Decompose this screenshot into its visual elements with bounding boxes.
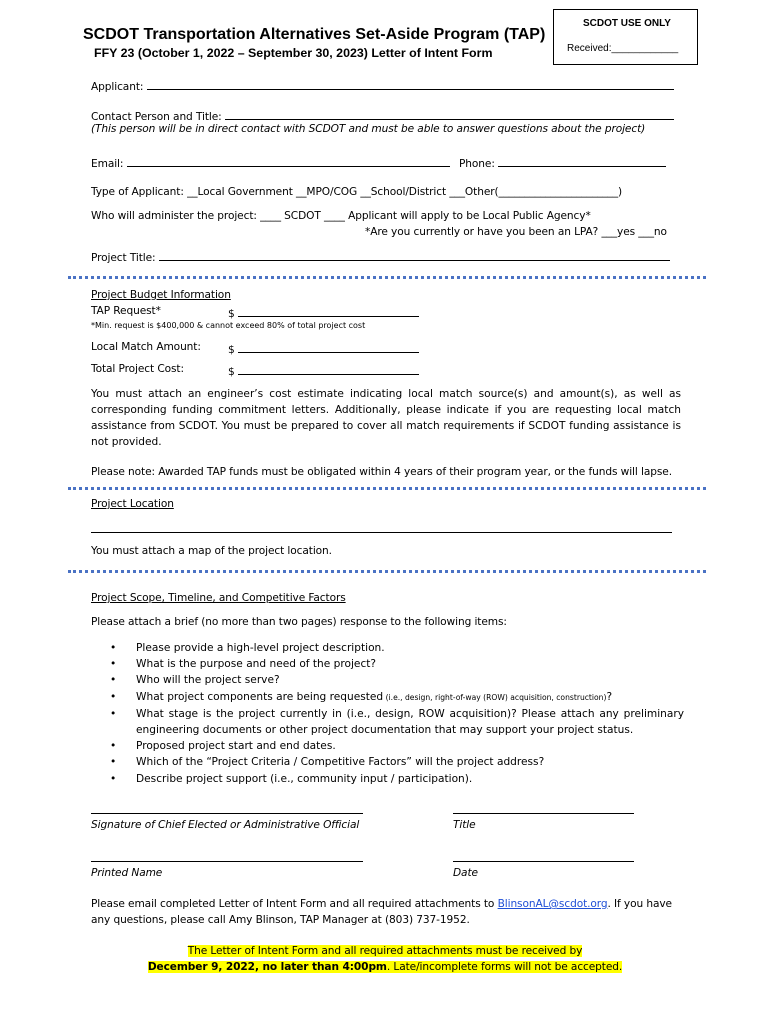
list-item: • Who will the project serve? xyxy=(110,672,690,688)
title-label: Title xyxy=(453,819,476,831)
deadline-line-2 xyxy=(0,961,770,974)
dollar-sign: $ xyxy=(228,366,235,378)
deadline-warning: . Late/incomplete forms will not be accepted. xyxy=(386,961,623,973)
deadline-line-1 xyxy=(0,945,770,958)
obligation-note: Please note: Awarded TAP funds must be obligated within 4 years of their program year, or the funds will lapse. xyxy=(91,466,672,478)
applicant-field[interactable] xyxy=(147,78,674,90)
location-field[interactable] xyxy=(91,532,672,533)
list-item: • Which of the “Project Criteria / Competitive Factors” will the project address? xyxy=(110,754,690,770)
form-subtitle: FFY 23 (October 1, 2022 – September 30, 2023) Letter of Intent Form xyxy=(94,46,493,60)
map-note: You must attach a map of the project location. xyxy=(91,545,332,557)
local-match-row xyxy=(228,341,419,357)
administer-line[interactable]: Who will administer the project: ____ SCDOT ____ Applicant will apply to be Local Public Agency* xyxy=(91,210,591,222)
local-match-field[interactable] xyxy=(238,341,419,353)
contact-row xyxy=(91,108,674,124)
local-match-label: Local Match Amount: xyxy=(91,341,201,353)
list-item: • Proposed project start and end dates. xyxy=(110,738,690,754)
total-cost-row xyxy=(228,363,419,379)
printed-name-line[interactable] xyxy=(91,861,363,862)
phone-field[interactable] xyxy=(498,155,666,167)
tap-request-field[interactable] xyxy=(238,305,419,317)
email-row xyxy=(91,155,450,171)
date-line[interactable] xyxy=(453,861,634,862)
list-item xyxy=(110,689,690,706)
list-item: • What stage is the project currently in (i.e., design, ROW acquisition)? Please attach any preliminary engineering documents or other project documentation that may support your project status. xyxy=(110,706,684,738)
lpa-question[interactable]: *Are you currently or have you been an LPA? ___yes ___no xyxy=(365,226,667,238)
applicant-type-line[interactable]: Type of Applicant: __Local Government __MPO/COG __School/District ___Other(_______________________) xyxy=(91,186,623,198)
signature-label: Signature of Chief Elected or Administrative Official xyxy=(91,819,360,831)
total-cost-label: Total Project Cost: xyxy=(91,363,184,375)
date-label: Date xyxy=(453,867,478,879)
email-label: Email: xyxy=(91,158,124,170)
contact-field[interactable] xyxy=(225,108,674,120)
contact-instruction: any questions, please call Amy Blinson, TAP Manager at (803) 737-1952. xyxy=(91,914,470,926)
email-instruction-text: Please email completed Letter of Intent Form and all required attachments to xyxy=(91,898,498,910)
list-item-small: (i.e., design, right-of-way (ROW) acquisition, construction) xyxy=(383,692,607,702)
phone-row xyxy=(459,155,666,171)
tap-request-label: TAP Request* xyxy=(91,305,161,317)
scope-heading: Project Scope, Timeline, and Competitive Factors xyxy=(91,592,346,604)
received-field[interactable]: Received:____________ xyxy=(567,43,679,54)
email-instruction-text-end: . If you have xyxy=(607,898,672,910)
deadline-highlight: The Letter of Intent Form and all required attachments must be received by xyxy=(187,945,583,957)
phone-label: Phone: xyxy=(459,158,495,170)
signature-line[interactable] xyxy=(91,813,363,814)
printed-name-label: Printed Name xyxy=(91,867,163,879)
section-divider xyxy=(68,487,706,490)
list-item: • Please provide a high-level project description. xyxy=(110,640,690,656)
project-title-label: Project Title: xyxy=(91,252,156,264)
scope-intro: Please attach a brief (no more than two pages) response to the following items: xyxy=(91,616,507,628)
deadline-date: December 9, 2022, no later than 4:00pm xyxy=(147,961,387,973)
applicant-label: Applicant: xyxy=(91,81,144,93)
title-line[interactable] xyxy=(453,813,634,814)
scdot-use-only-box xyxy=(553,9,698,65)
tap-request-row xyxy=(228,305,419,321)
contact-note: (This person will be in direct contact with SCDOT and must be able to answer questions about the project) xyxy=(91,123,646,135)
section-divider xyxy=(68,570,706,573)
dollar-sign: $ xyxy=(228,344,235,356)
applicant-row xyxy=(91,78,674,94)
list-item: • What is the purpose and need of the project? xyxy=(110,656,690,672)
budget-paragraph: You must attach an engineer’s cost estimate indicating local match source(s) and amount(s), as well as corresponding funding commitment letters. Additionally, please indicate if you are requesting local match assistance from SCDOT. You must be prepared to cover all match requirements if SCDOT funding assistance is not provided. xyxy=(91,388,681,448)
section-divider xyxy=(68,276,706,279)
list-item-end: ? xyxy=(606,690,613,703)
tap-request-note: *Min. request is $400,000 & cannot exceed 80% of total project cost xyxy=(91,321,366,330)
form-title: SCDOT Transportation Alternatives Set-Aside Program (TAP) xyxy=(83,26,546,43)
email-field[interactable] xyxy=(127,155,450,167)
email-instruction xyxy=(91,898,672,911)
project-title-field[interactable] xyxy=(159,249,670,261)
email-link[interactable]: BlinsonAL@scdot.org xyxy=(497,898,608,910)
dollar-sign: $ xyxy=(228,308,235,320)
budget-heading: Project Budget Information xyxy=(91,289,231,301)
project-title-row xyxy=(91,249,670,265)
scope-list xyxy=(110,640,690,787)
total-cost-field[interactable] xyxy=(238,363,419,375)
list-item: • Describe project support (i.e., community input / participation). xyxy=(110,771,690,787)
box-title: SCDOT USE ONLY xyxy=(583,18,671,29)
list-item-text: What project components are being requested xyxy=(136,690,384,703)
location-heading: Project Location xyxy=(91,498,174,510)
contact-label: Contact Person and Title: xyxy=(91,111,222,123)
deadline-highlight xyxy=(148,961,622,973)
